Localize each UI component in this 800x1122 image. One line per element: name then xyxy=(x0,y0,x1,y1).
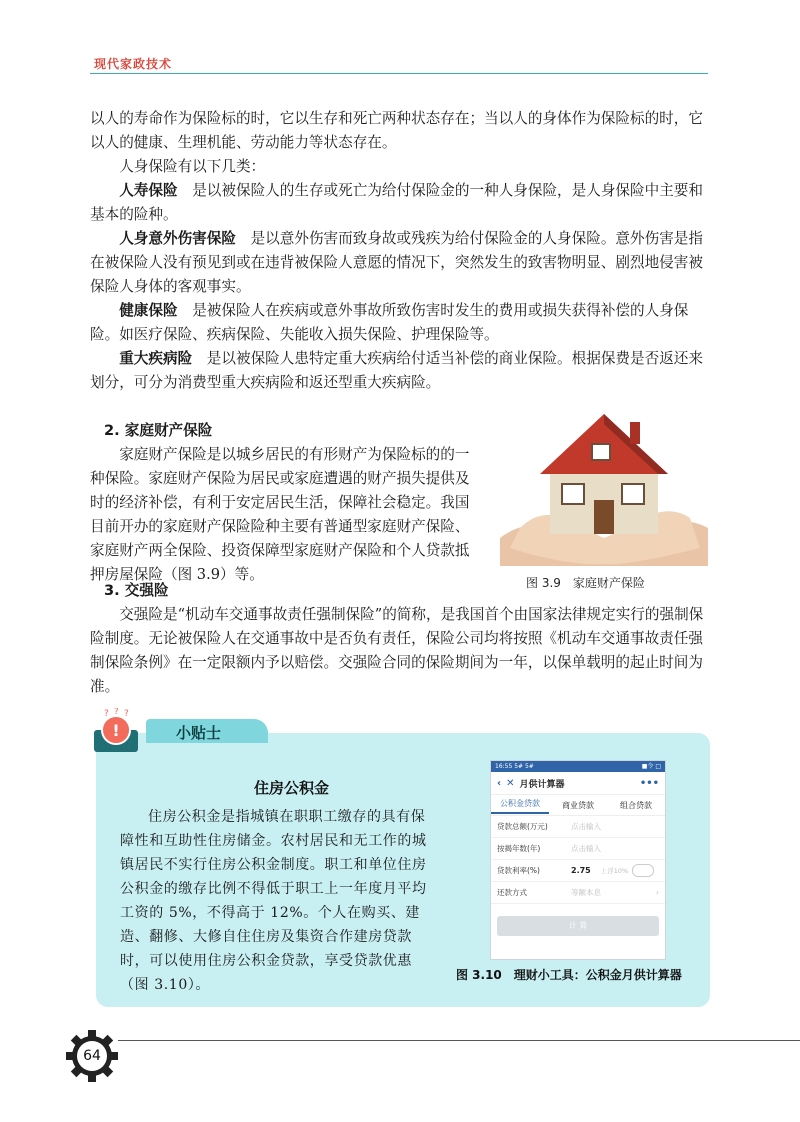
svg-text:!: ! xyxy=(112,721,120,740)
tips-heading: 住房公积金 xyxy=(254,779,330,797)
svg-text:?: ? xyxy=(124,709,129,719)
back-icon[interactable]: ‹ xyxy=(497,777,502,789)
paragraph: 交强险是“机动车交通事故责任强制保险”的简称，是我国首个由国家法律规定实行的强制保险制度。无论被保险人在交通事故中是否负有责任，保险公司均将按照《机动车交通事故责任强制保险条例》在一定限额内予以赔偿。交强险合同的保险期间为一年，以保单载明的起止时间为准。 xyxy=(90,606,704,695)
header-rule xyxy=(90,73,708,74)
house-in-hands-photo xyxy=(500,388,708,566)
body-section-compulsory-insurance xyxy=(90,579,710,699)
tips-paragraph: 住房公积金是指城镇在职职工缴存的具有保障性和互助性住房储金。农村居民和无工作的城镇居民不实行住房公积金制度。职工和单位住房公积金的缴存比例不得低于职工上一年度月平均工资的 5%，不得高于 12%。个人在购买、建造、翻修、大修自住住房及集资合作建房贷款时，可以使用住房公积金贷款，享受贷款优惠（图 3.10）。 xyxy=(120,809,427,993)
running-header: 现代家政技术 xyxy=(94,57,173,71)
paragraph: 家庭财产保险是以城乡居民的有形财产为保险标的的一种保险。家庭财产保险为居民或家庭遭遇的财产损失提供及时的经济补偿，有利于安定居民生活，保障社会稳定。我国目前开办的家庭财产保险险种主要有普通型家庭财产保险、家庭财产两全保险、投资保障型家庭财产保险和个人贷款抵押房屋保险（图 3.9）等。 xyxy=(90,446,470,583)
more-icon[interactable]: ••• xyxy=(639,777,659,789)
loan-amount-row[interactable] xyxy=(491,816,665,838)
section-heading: 3. 交强险 xyxy=(104,582,169,599)
term-definition: 是以被保险人的生存或死亡为给付保险金的一种人身保险，是人身保险中主要和基本的险种。 xyxy=(90,182,703,223)
body-section-home-property xyxy=(90,419,480,587)
status-icons: ■令 □ xyxy=(641,763,661,770)
field-label: 还款方式 xyxy=(497,888,527,897)
paragraph: 以人的寿命作为保险标的时，它以生存和死亡两种状态存在；当以人的身体作为保险标的时，它以人的健康、生理机能、劳动能力等状态存在。 xyxy=(90,110,703,151)
term-paragraph xyxy=(90,179,710,227)
loan-tabs xyxy=(491,795,665,816)
loan-amount-input[interactable]: 点击输入 xyxy=(571,822,601,831)
term-definition: 是以被保险人患特定重大疾病给付适当补偿的商业保险。根据保费是否返还来划分，可分为消费型重大疾病险和返还型重大疾病险。 xyxy=(90,350,703,391)
svg-text:?: ? xyxy=(114,708,119,717)
repayment-method-value[interactable]: 等额本息 xyxy=(571,888,601,897)
field-label: 贷款总额(万元) xyxy=(497,822,548,831)
figure-caption: 图 3.9 家庭财产保险 xyxy=(526,576,645,590)
app-title: 月供计算器 xyxy=(519,779,565,790)
loan-calculator-screenshot xyxy=(490,760,666,960)
field-label: 贷款利率(%) xyxy=(497,866,540,875)
term-paragraph xyxy=(90,299,710,347)
tab-provident-fund[interactable]: 公积金贷款 xyxy=(491,796,549,814)
figure-caption: 图 3.10 理财小工具：公积金月供计算器 xyxy=(456,968,682,982)
term: 人身意外伤害保险 xyxy=(119,230,236,247)
body-section-personal-insurance xyxy=(90,107,710,347)
svg-text:?: ? xyxy=(104,709,109,719)
paragraph: 人身保险有以下几类： xyxy=(119,158,266,175)
interest-rate-value[interactable]: 2.75 xyxy=(571,866,591,875)
book-question-icon xyxy=(90,708,142,754)
term-definition: 是以意外伤害而致身故或残疾为给付保险金的人身保险。意外伤害是指在被保险人没有预见到或在违背被保险人意愿的情况下，突然发生的致害物明显、剧烈地侵害被保险人身体的客观事实。 xyxy=(90,230,703,295)
tab-commercial[interactable]: 商业贷款 xyxy=(562,800,594,810)
calculate-button[interactable]: 计 算 xyxy=(497,916,659,936)
status-bar xyxy=(491,761,665,772)
section-heading: 2. 家庭财产保险 xyxy=(104,422,213,439)
tips-label: 小贴士 xyxy=(176,724,222,742)
tab-combined[interactable]: 组合贷款 xyxy=(620,800,652,810)
page-number: 64 xyxy=(83,1048,101,1064)
status-time: 16:55 5# 5# xyxy=(495,763,534,770)
loan-years-input[interactable]: 点击输入 xyxy=(571,844,601,853)
footer-rule xyxy=(118,1040,800,1041)
rate-float-label: 上浮10% xyxy=(600,867,629,875)
chevron-right-icon: › xyxy=(656,888,659,897)
term: 人寿保险 xyxy=(119,182,178,199)
interest-rate-row[interactable] xyxy=(491,860,665,882)
app-bar xyxy=(491,772,665,795)
term: 重大疾病险 xyxy=(119,350,193,367)
tips-text xyxy=(120,805,438,997)
field-label: 按揭年数(年) xyxy=(497,844,541,853)
repayment-method-row[interactable] xyxy=(491,882,665,904)
close-icon[interactable]: ✕ xyxy=(506,777,515,789)
term-paragraph xyxy=(90,227,710,299)
term-definition: 是被保险人在疾病或意外事故所致伤害时发生的费用或损失获得补偿的人身保险。如医疗保险、疾病保险、失能收入损失保险、护理保险等。 xyxy=(90,302,689,343)
term: 健康保险 xyxy=(119,302,178,319)
loan-years-row[interactable] xyxy=(491,838,665,860)
rate-float-toggle[interactable] xyxy=(632,864,654,877)
